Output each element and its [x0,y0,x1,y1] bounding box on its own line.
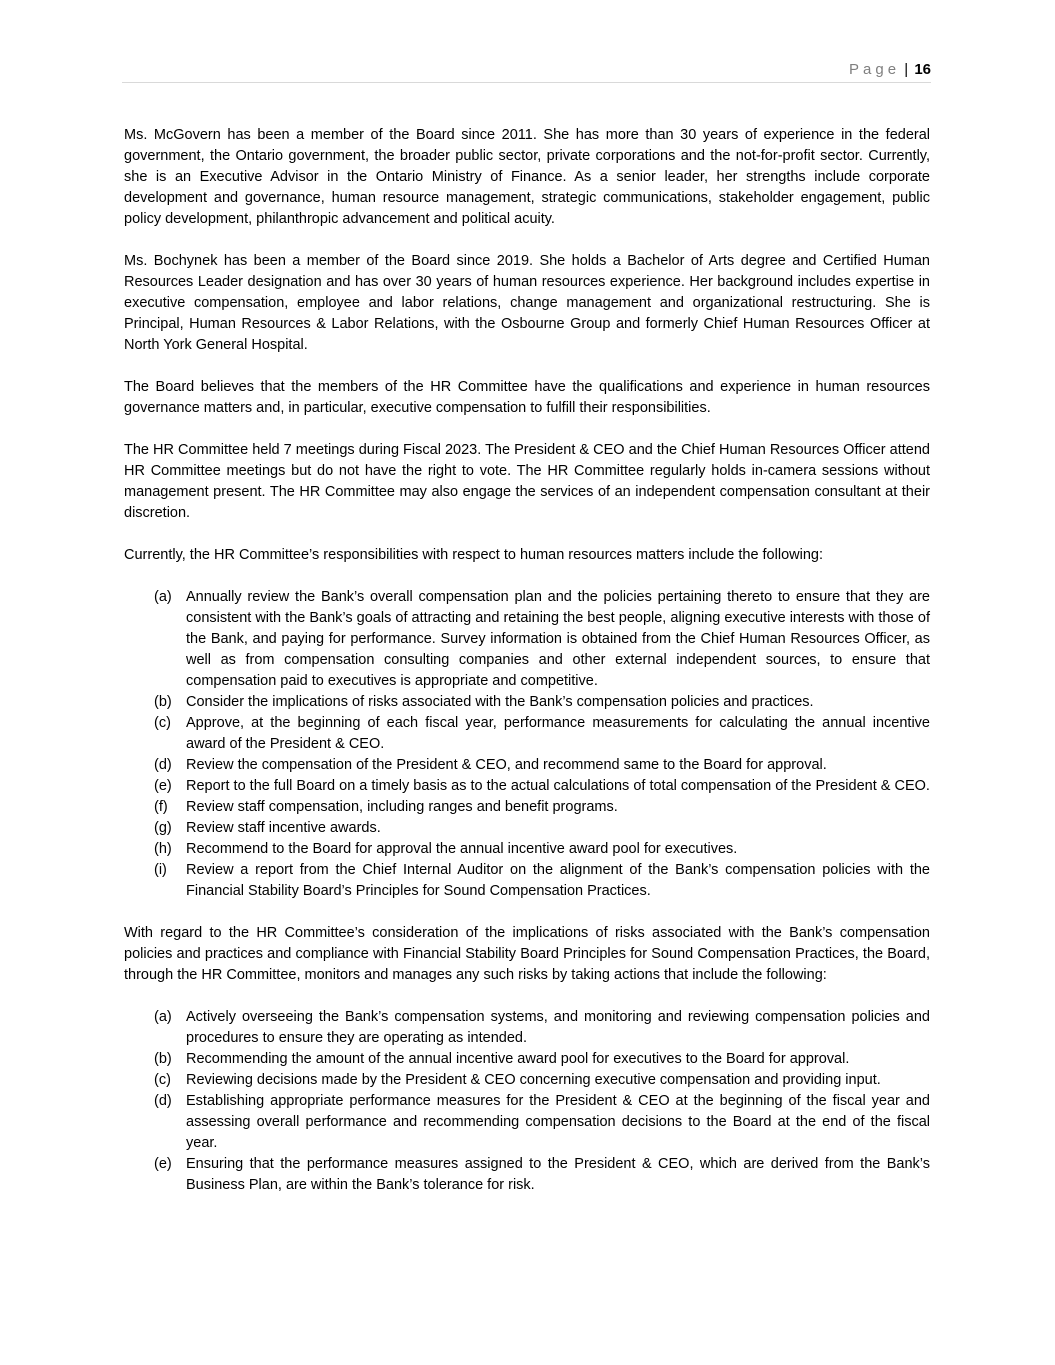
list-item [124,860,930,902]
list-item-text: Review staff incentive awards. [186,820,381,836]
list-item-text: Recommending the amount of the annual incentive award pool for executives to the Board for approval. [186,1051,850,1067]
page-content [124,125,930,1217]
paragraph-meetings: The HR Committee held 7 meetings during Fiscal 2023. The President & CEO and the Chief Human Resources Officer attend HR Committee meetings but do not have the right to vote. The HR Committee regularly holds in-camera sessions without management present. The HR Committee may also engage the services of an independent compensation consultant at their discretion. [124,442,930,521]
page-header [122,60,931,83]
list-item [124,776,930,797]
list-item-text: Reviewing decisions made by the President & CEO concerning executive compensation and providing input. [186,1072,881,1088]
list-item [124,1091,930,1154]
list-item [124,1007,930,1049]
list-item-text: Annually review the Bank’s overall compensation plan and the policies pertaining thereto to ensure that they are consistent with the Bank’s goals of attracting and retaining the best people, aligning executive interests with those of the Bank, and paying for performance. Survey information is obtained from the Chief Human Resources Officer, as well as from compensation consulting companies and other external independent sources, to ensure that compensation paid to executives is appropriate and competitive. [186,589,930,689]
list-item-text: Consider the implications of risks associated with the Bank’s compensation policies and practices. [186,694,814,710]
list-marker: (a) [154,589,172,605]
list-marker: (b) [154,1051,172,1067]
paragraph-bochynek: Ms. Bochynek has been a member of the Board since 2019. She holds a Bachelor of Arts degree and Certified Human Resources Leader designation and has over 30 years of human resources experience. Her background includes expertise in executive compensation, employee and labor relations, change management and organizational restructuring. She is Principal, Human Resources & Labor Relations, with the Osbourne Group and formerly Chief Human Resources Officer at North York General Hospital. [124,253,930,353]
list-marker: (e) [154,778,172,794]
list-marker: (b) [154,694,172,710]
list-marker: (h) [154,841,172,857]
list-item [124,1154,930,1196]
list-marker: (d) [154,1093,172,1109]
list-item [124,692,930,713]
list-item [124,587,930,692]
list-item [124,818,930,839]
header-separator: | [904,61,909,78]
list-marker: (c) [154,1072,171,1088]
list-item [124,755,930,776]
list-marker: (e) [154,1156,172,1172]
list-marker: (c) [154,715,171,731]
list-item-text: Report to the full Board on a timely basis as to the actual calculations of total compensation of the President & CEO. [186,778,930,794]
list-item-text: Review staff compensation, including ranges and benefit programs. [186,799,618,815]
list-item [124,1070,930,1091]
list-item-text: Recommend to the Board for approval the annual incentive award pool for executives. [186,841,738,857]
list-item-text: Review a report from the Chief Internal Auditor on the alignment of the Bank’s compensation policies with the Financial Stability Board’s Principles for Sound Compensation Practices. [186,862,930,899]
page-label: Page [849,61,901,78]
paragraph-board-belief: The Board believes that the members of the HR Committee have the qualifications and experience in human resources governance matters and, in particular, executive compensation to fulfill their responsibilities. [124,379,930,416]
risk-actions-list [124,1007,930,1196]
list-marker: (a) [154,1009,172,1025]
paragraph-mcgovern: Ms. McGovern has been a member of the Board since 2011. She has more than 30 years of experience in the federal government, the Ontario government, the broader public sector, private corporations and the not-for-profit sector. Currently, she is an Executive Advisor in the Ontario Ministry of Finance. As a senior leader, her strengths include corporate development and governance, human resource management, strategic communications, stakeholder engagement, public policy development, philanthropic advancement and political acuity. [124,127,930,227]
list-item [124,713,930,755]
list-marker: (g) [154,820,172,836]
list-item [124,839,930,860]
list-item-text: Establishing appropriate performance measures for the President & CEO at the beginning of the fiscal year and assessing overall performance and recommending compensation decisions to the Board at the end of the fiscal year. [186,1093,930,1151]
list-item-text: Ensuring that the performance measures assigned to the President & CEO, which are derived from the Bank’s Business Plan, are within the Bank’s tolerance for risk. [186,1156,930,1193]
paragraph-responsibilities-intro: Currently, the HR Committee’s responsibilities with respect to human resources matters include the following: [124,547,823,563]
responsibilities-list [124,587,930,902]
page-number: 16 [914,61,931,78]
list-item [124,797,930,818]
list-marker: (f) [154,799,168,815]
list-item-text: Approve, at the beginning of each fiscal year, performance measurements for calculating the annual incentive award of the President & CEO. [186,715,930,752]
list-marker: (d) [154,757,172,773]
paragraph-risk-intro: With regard to the HR Committee’s consideration of the implications of risks associated with the Bank’s compensation policies and practices and compliance with Financial Stability Board Principles for Sound Compensation Practices, the Board, through the HR Committee, monitors and manages any such risks by taking actions that include the following: [124,925,930,983]
list-item-text: Actively overseeing the Bank’s compensation systems, and monitoring and reviewing compensation policies and procedures to ensure they are operating as intended. [186,1009,930,1046]
list-item-text: Review the compensation of the President & CEO, and recommend same to the Board for approval. [186,757,827,773]
list-item [124,1049,930,1070]
list-marker: (i) [154,862,167,878]
